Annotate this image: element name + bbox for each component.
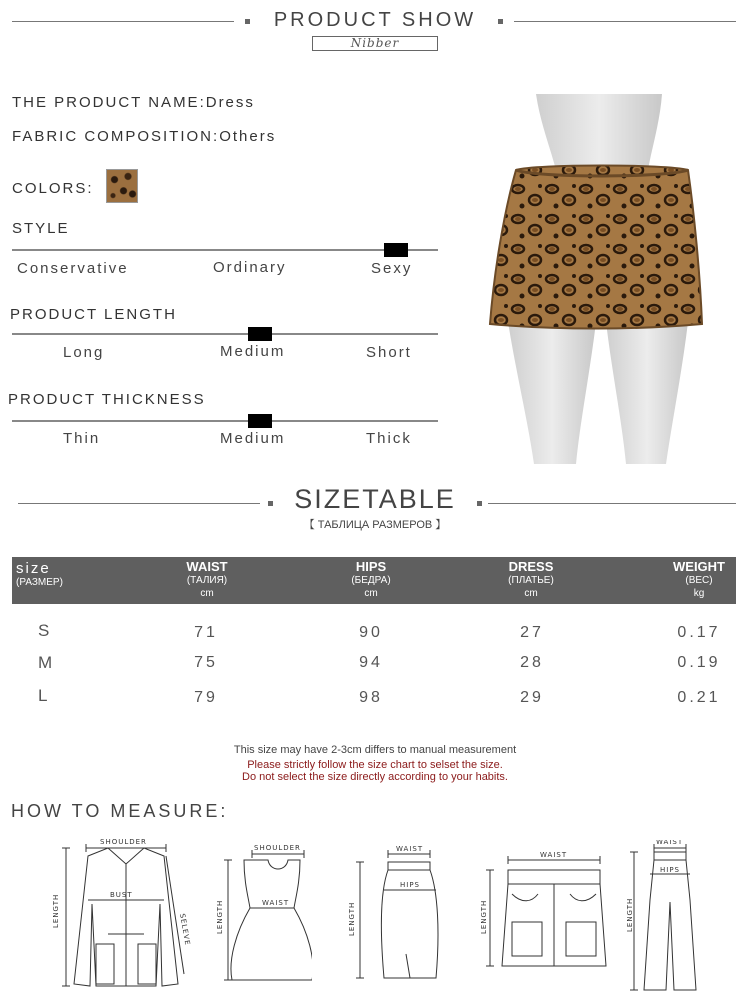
header-hips-unit: cm (364, 588, 378, 599)
header-dress-unit: cm (524, 588, 538, 599)
jacket-bust-label: BUST (110, 891, 133, 899)
cell-weight: 0.21 (677, 689, 721, 706)
thickness-option-medium: Medium (220, 430, 286, 447)
cell-hips: 90 (359, 624, 383, 641)
header-dress (486, 559, 576, 600)
header-hips-main: HIPS (355, 559, 387, 574)
header-weight-main: WEIGHT (673, 559, 725, 574)
cell-size: L (38, 686, 51, 705)
jacket-measure-diagram (48, 834, 198, 994)
skirt-waist-label: WAIST (396, 845, 424, 853)
thickness-selected-marker (248, 414, 272, 428)
color-swatch-leopard (106, 169, 138, 203)
header-title: PRODUCT SHOW (273, 9, 477, 31)
header-waist-sub: (ТАЛИЯ) (186, 575, 228, 586)
header-size-sub: (РАЗМЕР) (16, 577, 63, 588)
sizetable-subtitle: 【 ТАБЛИЦА РАЗМЕРОВ 】 (303, 519, 447, 531)
length-option-medium: Medium (220, 343, 286, 360)
pants-length-label: LENGTH (626, 897, 634, 932)
cell-dress: 29 (520, 689, 544, 706)
header-rule-right (514, 21, 736, 22)
style-option-ordinary: Ordinary (213, 259, 287, 276)
dress-shoulder-label: SHOULDER (254, 844, 301, 852)
fabric-label: FABRIC COMPOSITION: (12, 128, 220, 145)
jacket-length-label: LENGTH (52, 893, 60, 928)
length-title: PRODUCT LENGTH (10, 306, 177, 323)
cell-waist: 79 (194, 689, 218, 706)
product-name-label: THE PRODUCT NAME: (12, 94, 206, 111)
length-scale-line (12, 333, 438, 335)
header-hips-sub: (БЕДРА) (351, 575, 391, 586)
cell-size: S (38, 621, 53, 640)
skirt-hips-label: HIPS (400, 881, 420, 889)
mini-skirt-measure-diagram (478, 848, 610, 976)
dress-measure-diagram (212, 842, 312, 987)
sizetable-header (12, 557, 736, 604)
skirt-measure-diagram (344, 842, 444, 987)
product-name-value: Dress (205, 94, 255, 111)
style-option-sexy: Sexy (371, 260, 413, 277)
sizetable-rule-right (488, 503, 736, 504)
jacket-shoulder-label: SHOULDER (100, 838, 147, 846)
header-size (16, 561, 78, 589)
mannequin-skirt-image (476, 92, 730, 464)
mini-skirt-length-label: LENGTH (480, 899, 488, 934)
cell-hips: 98 (359, 689, 383, 706)
note-follow-chart: Please strictly follow the size chart to selset the size. (247, 759, 503, 771)
style-scale-line (12, 249, 438, 251)
pants-hips-label: HIPS (660, 866, 680, 874)
cell-hips: 94 (359, 654, 383, 671)
length-selected-marker (248, 327, 272, 341)
thickness-scale-line (12, 420, 438, 422)
fabric-row (12, 128, 276, 145)
sizetable-dot-right (477, 501, 482, 506)
header-hips (326, 559, 416, 600)
skirt-length-label: LENGTH (348, 901, 356, 936)
header-waist (162, 559, 252, 600)
colors-label: COLORS: (12, 180, 94, 197)
style-title: STYLE (12, 220, 70, 237)
fabric-value: Others (219, 128, 277, 145)
product-photo (476, 92, 730, 464)
style-option-conservative: Conservative (17, 260, 129, 277)
header-weight (654, 559, 744, 600)
brand-label: Nibber (312, 36, 438, 51)
pants-waist-label: WAIST (656, 840, 684, 846)
note-habits: Do not select the size directly according to your habits. (242, 771, 508, 783)
header-size-main: size (16, 560, 51, 577)
header-weight-unit: kg (693, 588, 705, 599)
cell-weight: 0.19 (677, 654, 721, 671)
header-dress-sub: (ПЛАТЬЕ) (508, 575, 554, 586)
cell-waist: 71 (194, 624, 218, 641)
dress-length-label: LENGTH (216, 899, 224, 934)
cell-dress: 27 (520, 624, 544, 641)
mini-skirt-waist-label: WAIST (540, 851, 568, 859)
thickness-title: PRODUCT THICKNESS (8, 391, 206, 408)
thickness-option-thick: Thick (366, 430, 412, 447)
jacket-sleeve-label: SELEVE (178, 912, 192, 947)
cell-waist: 75 (194, 654, 218, 671)
style-selected-marker (384, 243, 408, 257)
product-name-row (12, 94, 255, 111)
header-weight-sub: (ВЕС) (685, 575, 713, 586)
header-dress-main: DRESS (508, 559, 554, 574)
sizetable-title: SIZETABLE (294, 484, 456, 514)
pants-measure-diagram (624, 840, 704, 995)
header-waist-unit: cm (200, 588, 214, 599)
how-to-measure-title: HOW TO MEASURE: (11, 801, 229, 821)
cell-dress: 28 (520, 654, 544, 671)
header-dot-right (498, 19, 503, 24)
cell-size: M (38, 653, 56, 672)
cell-weight: 0.17 (677, 624, 721, 641)
length-option-short: Short (366, 344, 412, 361)
note-measurement: This size may have 2-3cm differs to manual measurement (233, 744, 517, 756)
length-option-long: Long (63, 344, 105, 361)
header-waist-main: WAIST (186, 559, 228, 574)
dress-waist-label: WAIST (262, 899, 290, 907)
thickness-option-thin: Thin (63, 430, 101, 447)
